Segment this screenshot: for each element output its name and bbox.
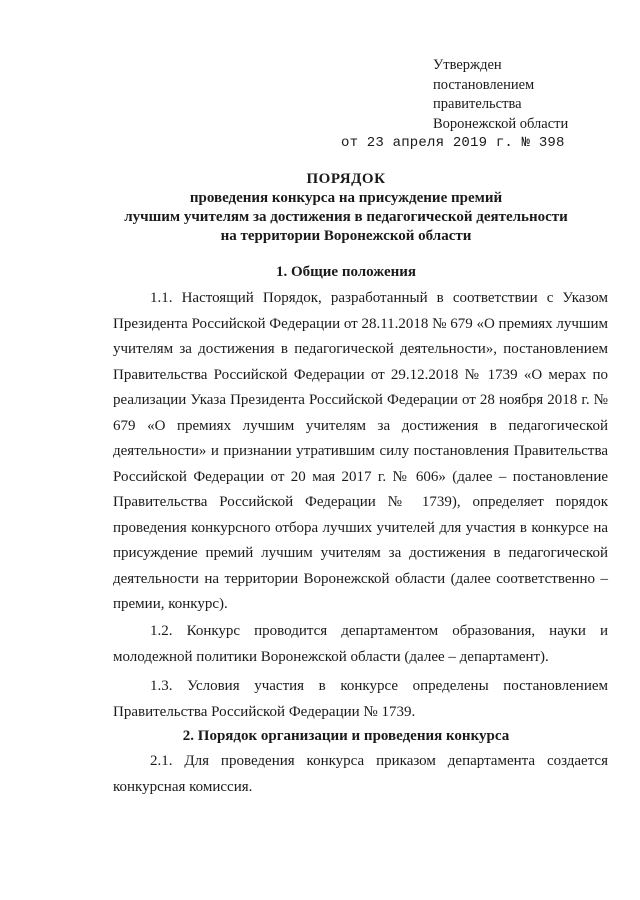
title-line: проведения конкурса на присуждение премий: [189, 190, 503, 206]
section-heading: 1. Общие положения: [275, 264, 417, 280]
approval-line: постановлением: [433, 76, 535, 93]
approval-stamp: [341, 56, 569, 154]
approval-line: правительства: [433, 96, 522, 112]
approval-line: Утвержден: [433, 57, 502, 73]
title-line: лучшим учителям за достижения в педагогической деятельности: [124, 209, 568, 225]
paragraph: 1.3. Условия участия в конкурсе определены постановлением Правительства Российской Федерации № 1739.: [113, 678, 608, 720]
paragraph: 2.1. Для проведения конкурса приказом департамента создается конкурсная комиссия.: [113, 753, 608, 795]
approval-date: от 23 апреля 2019 г. № 398: [341, 135, 565, 151]
paragraph: 1.2. Конкурс проводится департаментом образования, науки и молодежной политики Воронежской области (далее – департамент).: [113, 623, 608, 665]
title-line: на территории Воронежской области: [220, 228, 472, 244]
document-title: [96, 170, 596, 246]
title-main: ПОРЯДОК: [306, 171, 386, 187]
approval-line: Воронежской области: [433, 115, 569, 132]
section-heading: 2. Порядок организации и проведения конкурса: [182, 728, 510, 744]
paragraph: 1.1. Настоящий Порядок, разработанный в соответствии с Указом Президента Российской Федерации от 28.11.2018 № 679 «О премиях лучшим учителям за достижения в педагогической деятельности», постановлением Правительства Российской Федерации от 29.12.2018 № 1739 «О мерах по реализации Указа Президента Российской Федерации от 28 ноября 2018 г. № 679 «О премиях лучшим учителям за достижения в педагогической деятельности» и признании утратившим силу постановления Правительства Российской Федерации от 20 мая 2017 г. № 606» (далее – постановление Правительства Российской Федерации № 1739), определяет порядок проведения конкурсного отбора лучших учителей для участия в конкурсе на присуждение премий лучшим учителям за достижения в педагогической деятельности на территории Воронежской области (далее соответственно – премии, конкурс).: [113, 290, 608, 612]
